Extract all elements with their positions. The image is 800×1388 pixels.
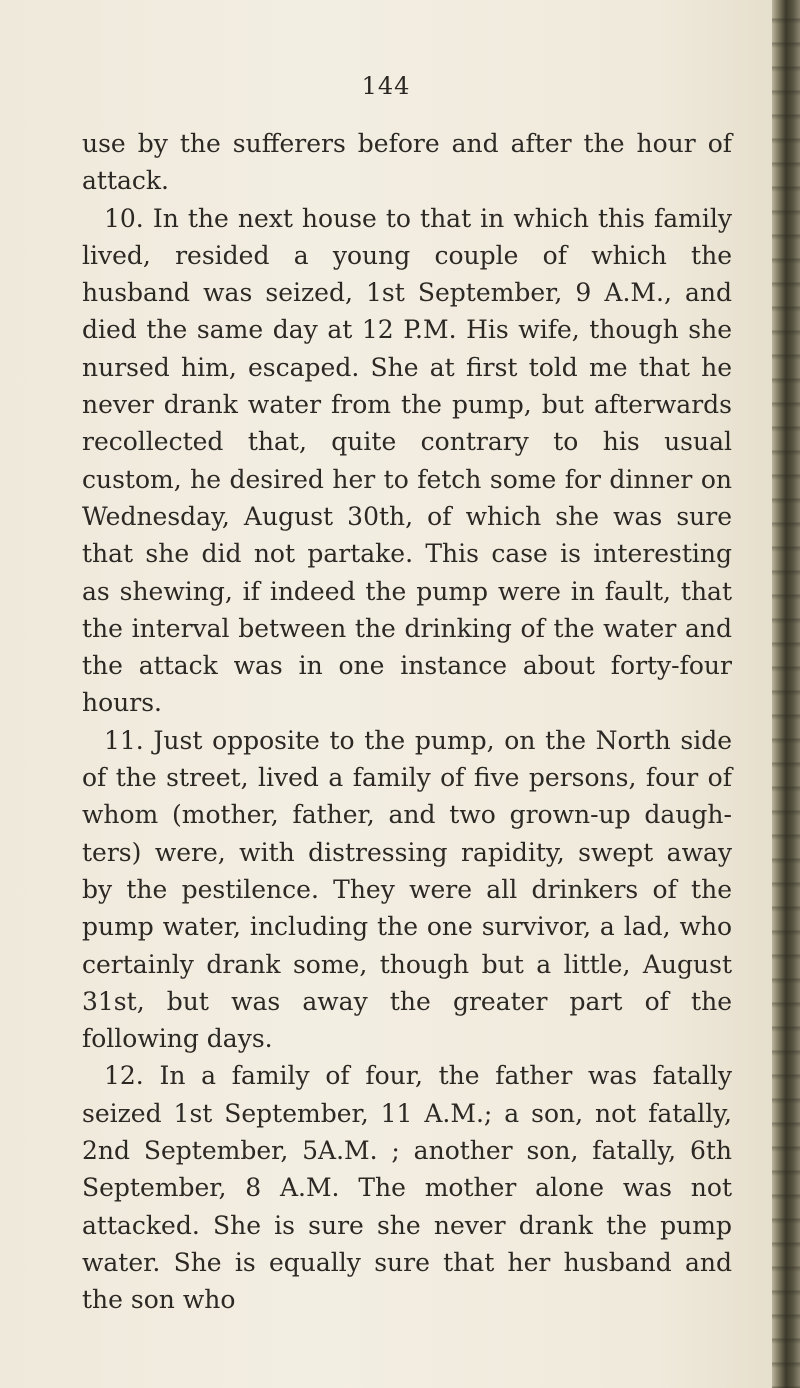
- book-binding-edge: [772, 0, 800, 1388]
- paragraph-continuation: use by the sufferers before and after the hour of attack.: [82, 129, 732, 196]
- page-number: 144: [361, 72, 411, 100]
- paragraph-case-11: 11. Just opposite to the pump, on the North side of the street, lived a family of five persons, four of whom (mother, father, and two grown-up daughters) were, with distressing rapidity, swept away by the pestilence. They were all drinkers of the pump water, including the one survivor, a lad, who certainly drank some, though but a little, August 31st, but was away the greater part of the following days.: [82, 725, 732, 1054]
- paragraph-case-12: 12. In a family of four, the father was fatally seized 1st September, 11 A.M.; a son, not fatally, 2nd September, 5A.M. ; another son, fatally, 6th September, 8 A.M. The mother alone was not attacked. She is sure she never drank the pump water. She is equally sure that her husband and the son who: [82, 1061, 732, 1315]
- body-text: [82, 125, 732, 1319]
- paragraph-case-10: 10. In the next house to that in which this family lived, resided a young couple of which the husband was seized, 1st September, 9 A.M., and died the same day at 12 P.M. His wife, though she nursed him, escaped. She at first told me that he never drank water from the pump, but afterwards recollected that, quite contrary to his usual custom, he desired her to fetch some for dinner on Wednesday, August 30th, of which she was sure that she did not partake. This case is interesting as shewing, if indeed the pump were in fault, that the interval between the drinking of the water and the attack was in one instance about forty-four hours.: [82, 203, 732, 718]
